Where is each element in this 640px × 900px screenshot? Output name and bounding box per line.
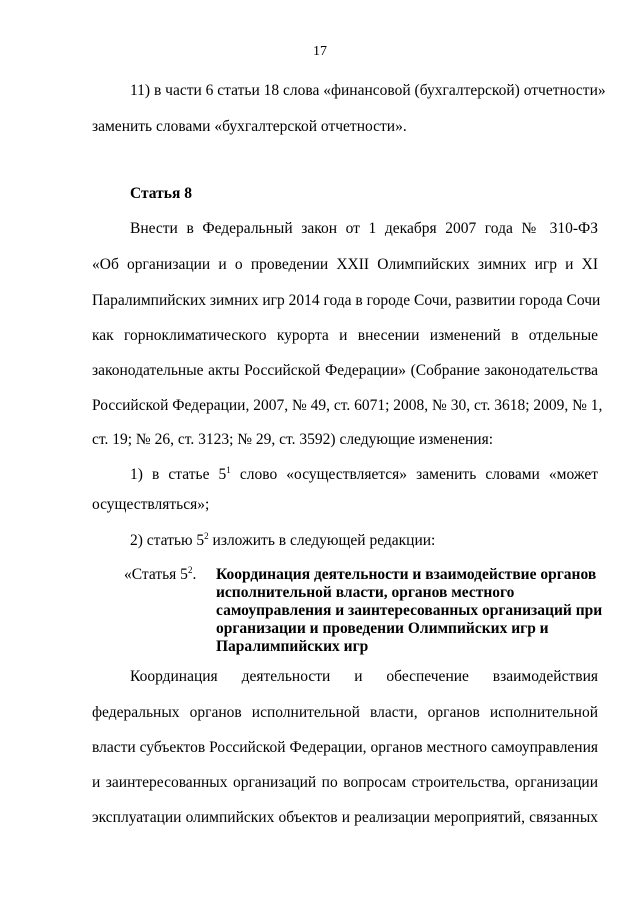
intro-line-7: ст. 19; № 26, ст. 3123; № 29, ст. 3592) следующие изменения:	[92, 431, 494, 448]
intro-line-3: Паралимпийских зимних игр 2014 года в городе Сочи, развитии города Сочи	[92, 292, 601, 309]
item-1-line-2: осуществляться»;	[92, 496, 210, 513]
item-2-pre: 2) статью 5	[130, 532, 205, 549]
item-2-sup: 2	[204, 531, 209, 541]
page-number: 17	[313, 44, 327, 59]
item-11-line-1: 11) в части 6 статьи 18 слова «финансовой (бухгалтерской) отчетности»	[130, 82, 606, 99]
intro-line-2: «Об организации и о проведении XXII Олимпийских зимних игр и XI	[92, 256, 598, 273]
item-1-sup: 1	[226, 465, 231, 475]
body-line-5: эксплуатации олимпийских объектов и реализации мероприятий, связанных	[92, 809, 598, 826]
item-11-line-2: заменить словами «бухгалтерской отчетности».	[92, 118, 407, 135]
quoted-article-prefix	[124, 566, 196, 584]
body-line-4: и заинтересованных организаций по вопросам строительства, организации	[92, 774, 598, 791]
item-2-line	[130, 531, 435, 551]
intro-line-1: Внести в Федеральный закон от 1 декабря 2007 года № 310-ФЗ	[130, 220, 598, 237]
body-line-3: власти субъектов Российской Федерации, органов местного самоуправления	[92, 739, 598, 756]
intro-line-5: законодательные акты Российской Федерации» (Собрание законодательства	[92, 362, 598, 379]
intro-line-4: как горноклиматического курорта и внесении изменений в отдельные	[92, 327, 598, 344]
item-1-line-1	[130, 465, 598, 485]
quoted-article-title: Координация деятельности и взаимодействие органов исполнительной власти, органов местного самоуправления и заинтересованных организаций при организации и проведении Олимпийских игр и Паралимпийских игр	[216, 566, 603, 655]
item-1-pre: 1) в статье 5	[130, 466, 227, 483]
body-line-2: федеральных органов исполнительной власти, органов исполнительной	[92, 704, 598, 721]
article-heading: Статья 8	[130, 185, 192, 202]
quoted-article-prefix-sup: 2	[187, 565, 193, 575]
quoted-article-prefix-pre: «Статья 5	[124, 566, 188, 583]
item-2-post: изложить в следующей редакции:	[208, 532, 436, 549]
quoted-article-prefix-post: .	[192, 566, 197, 583]
item-1-post: слово «осуществляется» заменить словами «может	[230, 466, 598, 483]
intro-line-6: Российской Федерации, 2007, № 49, ст. 6071; 2008, № 30, ст. 3618; 2009, № 1,	[92, 397, 603, 414]
body-line-1: Координация деятельности и обеспечение взаимодействия	[130, 668, 598, 685]
